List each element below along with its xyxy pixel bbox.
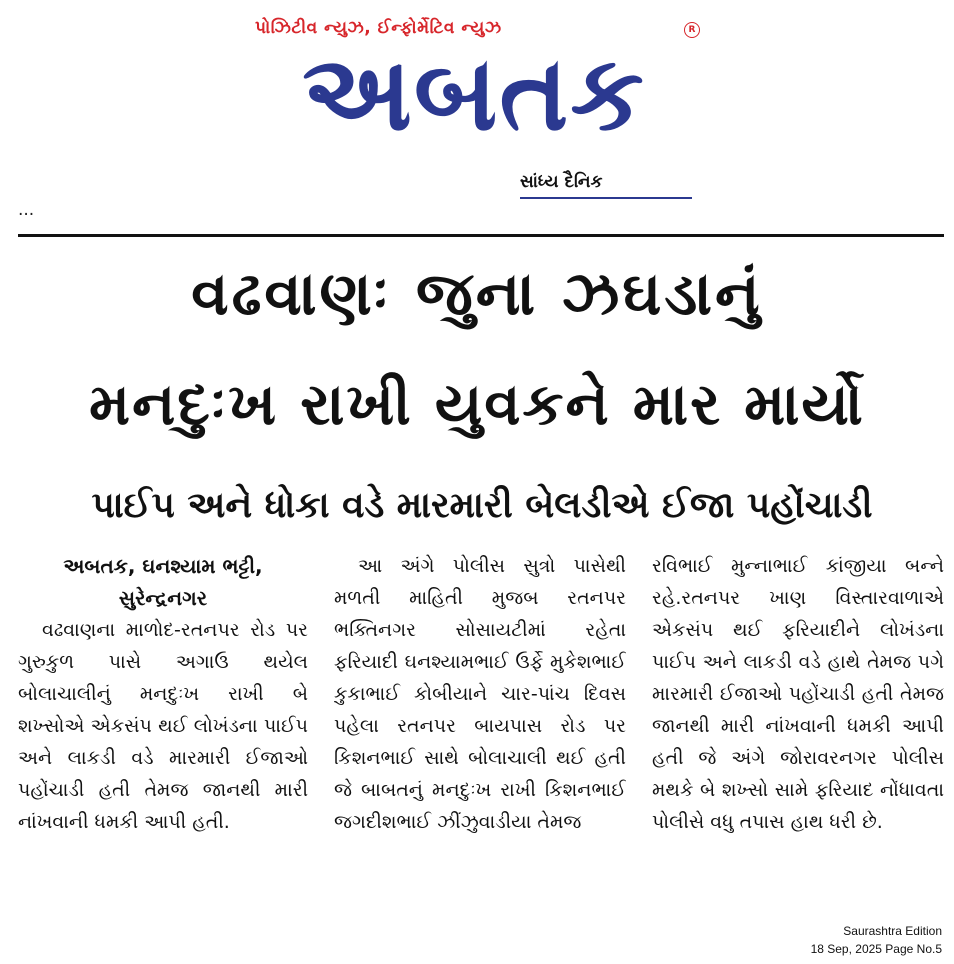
top-rule [18, 234, 944, 237]
cut-text-content: ... [18, 208, 35, 220]
subheadline: પાઈપ અને ધોકા વડે મારમારી બેલડીએ ઈજા પહોંચાડી [91, 485, 873, 526]
headline-line-2: મનદુઃખ રાખી યુવકને માર માર્યો [89, 370, 865, 438]
article-column-2 [334, 550, 626, 920]
column-3-text: રવિભાઈ મુન્નાભાઈ કાંજીયા બન્ને રહે.રતનપર ખાણ વિસ્તારવાળાએ એકસંપ થઈ ફરિયાદીને લોખંડના પાઈપ અને લાકડી વડે હાથે તેમજ પગે મારમારી ઈજાઓ પહોંચાડી હતી તેમજ જાનથી મારી નાંખવાની ધમકી આપી હતી જે અંગે જોરાવરનગર પોલીસ મથકે બે શખ્સો સામે ફરિયાદ નોંધાવતા પોલીસે વધુ તપાસ હાથ ધરી છે. [652, 555, 944, 833]
registered-mark-icon: R [684, 22, 700, 38]
byline-name: અબતક, ઘનશ્યામ ભટ્ટી, [63, 554, 263, 578]
article-column-1 [18, 550, 308, 920]
edition-date-page: 18 Sep, 2025 Page No.5 [810, 942, 942, 956]
edition-name: Saurashtra Edition [843, 924, 942, 938]
headline-line-1: વઢવાણઃ જુના ઝઘડાનું [191, 259, 763, 329]
newspaper-logo: અબતક [302, 32, 646, 154]
masthead [0, 0, 954, 210]
previous-article-cut-text [18, 208, 944, 227]
column-1-text: વઢવાણના માળોદ-રતનપર રોડ પર ગુરુકુળ પાસે અગાઉ થયેલ બોલાચાલીનું મનદુઃખ રાખી બે શખ્સોએ એકસંપ થઈ લોખંડના પાઈપ અને લાકડી વડે મારમારી ઈજાઓ પહોંચાડી હતી તેમજ જાનથી મારી નાંખવાની ધમકી આપી હતી. [18, 619, 308, 833]
tagline: પોઝિટીવ ન્યુઝ, ઈન્ફોર્મેટિવ ન્યુઝ [255, 18, 502, 38]
article-body [18, 550, 944, 920]
logo-underline [520, 197, 692, 199]
edition-info [811, 922, 942, 958]
newspaper-subtitle: સાંધ્ય દૈનિક [520, 172, 603, 192]
byline-location: સુરેન્દ્રનગર [118, 586, 208, 610]
column-2-text: આ અંગે પોલીસ સુત્રો પાસેથી મળતી માહિતી મુજબ રતનપર ભક્તિનગર સોસાયટીમાં રહેતા ફરિયાદી ઘનશ્યામભાઈ ઉર્ફે મુકેશભાઈ કુકાભાઈ કોબીયાને ચાર-પાંચ દિવસ પહેલા રતનપર બાયપાસ રોડ પર કિશનભાઈ સાથે બોલાચાલી થઈ હતી જે બાબતનું મનદુઃખ રાખી કિશનભાઈ જગદીશભાઈ ઝીંઝુવાડીયા તેમજ [334, 555, 626, 833]
article-column-3 [652, 550, 944, 920]
